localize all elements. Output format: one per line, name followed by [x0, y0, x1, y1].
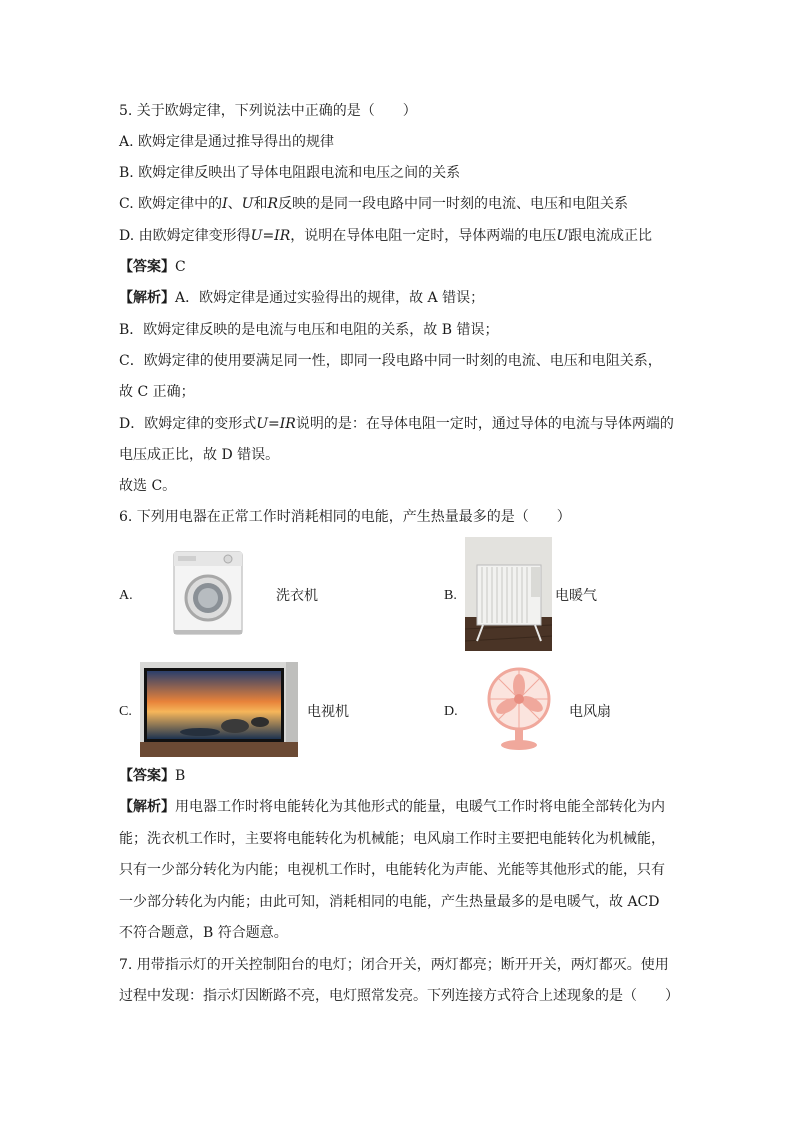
answer-value: B	[175, 768, 186, 784]
electric-fan-image	[482, 666, 560, 752]
q6-analysis-line-4: 一少部分转化为内能；由此可知，消耗相同的电能，产生热量最多的是电暖气，故 ACD	[119, 894, 660, 910]
q6-option-d-label: 电风扇	[569, 704, 611, 720]
q5-analysis-line-3: C．欧姆定律的使用要满足同一性，即同一段电路中同一时刻的电流、电压和电阻关系，	[119, 353, 662, 369]
analysis-text: 用电器工作时将电能转化为其他形式的能量，电暖气工作时将电能全部转化为内	[175, 799, 665, 815]
q6-analysis-line-5: 不符合题意，B 符合题意。	[119, 925, 288, 941]
analysis-text: A．欧姆定律是通过实验得出的规律，故 A 错误；	[175, 290, 485, 306]
q6-option-a-letter: A.	[119, 588, 133, 603]
q5-answer	[119, 257, 186, 277]
q5-analysis-line-6: 电压成正比，故 D 错误。	[119, 447, 280, 463]
q5-analysis-line-4: 故 C 正确；	[119, 384, 195, 400]
q5-stem: 5. 关于欧姆定律，下列说法中正确的是（ ）	[119, 103, 417, 119]
q5-option-b: B. 欧姆定律反映出了导体电阻跟电流和电压之间的关系	[119, 165, 461, 181]
q6-option-d-letter: D.	[444, 704, 458, 719]
analysis-text: 说明的是：在导体电阻一定时，通过导体的电流与导体两端的	[295, 416, 674, 432]
q5-option-c-text: C. 欧姆定律中的	[119, 196, 223, 212]
q7-stem-line-1: 7. 用带指示灯的开关控制阳台的电灯；闭合开关，两灯都亮；断开开关，两灯都灭。使用	[119, 957, 669, 973]
washing-machine-image	[172, 550, 244, 636]
q6-analysis-line-1	[119, 797, 665, 817]
q6-option-c-label: 电视机	[307, 704, 349, 720]
electric-heater-image	[465, 537, 552, 651]
q5-conclusion: 故选 C。	[119, 478, 177, 494]
television-image	[140, 662, 298, 757]
q6-answer	[119, 766, 185, 786]
q6-analysis-line-2: 能；洗衣机工作时，主要将电能转化为机械能；电风扇工作时主要把电能转化为机械能，	[119, 831, 665, 847]
analysis-label: 【解析】	[119, 799, 175, 815]
q5-option-d-text: 跟电流成正比	[568, 228, 653, 244]
formula: U=IR	[256, 416, 296, 432]
q6-option-b-label: 电暖气	[555, 588, 597, 604]
voltage-symbol: U	[556, 228, 569, 244]
q5-option-c-text: 、	[227, 196, 242, 212]
q5-option-c-text: 和	[253, 196, 268, 212]
q6-analysis-line-3: 只有一少部分转化为内能；电视机工作时，电能转化为声能、光能等其他形式的能，只有	[119, 862, 665, 878]
q5-option-c-text: 反映的是同一段电路中同一时刻的电流、电压和电阻关系	[278, 196, 629, 212]
answer-label: 【答案】	[119, 259, 175, 275]
answer-value: C	[175, 259, 186, 275]
answer-label: 【答案】	[119, 768, 175, 784]
q5-analysis-line-5	[119, 414, 674, 434]
q5-option-c	[119, 194, 628, 214]
analysis-text: D．欧姆定律的变形式	[119, 416, 257, 432]
q5-analysis-line-1	[119, 288, 484, 308]
q5-option-d-text: D. 由欧姆定律变形得	[119, 228, 251, 244]
q6-option-c-letter: C.	[119, 704, 132, 719]
formula: U=IR	[250, 228, 291, 244]
analysis-label: 【解析】	[119, 290, 175, 306]
resistance-symbol: R	[267, 196, 279, 212]
q6-option-b-letter: B.	[444, 588, 457, 603]
q5-option-d-text: ，说明在导体电阻一定时，导体两端的电压	[290, 228, 557, 244]
q5-option-a: A. 欧姆定律是通过推导得出的规律	[119, 134, 335, 150]
q7-stem-line-2: 过程中发现：指示灯因断路不亮，电灯照常发亮。下列连接方式符合上述现象的是（ ）	[119, 988, 679, 1004]
current-symbol: I	[222, 196, 228, 212]
voltage-symbol: U	[241, 196, 254, 212]
q6-option-a-label: 洗衣机	[276, 588, 318, 604]
q5-option-d	[119, 226, 652, 246]
q6-stem: 6. 下列用电器在正常工作时消耗相同的电能，产生热量最多的是（ ）	[119, 509, 571, 525]
q5-analysis-line-2: B．欧姆定律反映的是电流与电压和电阻的关系，故 B 错误；	[119, 322, 499, 338]
